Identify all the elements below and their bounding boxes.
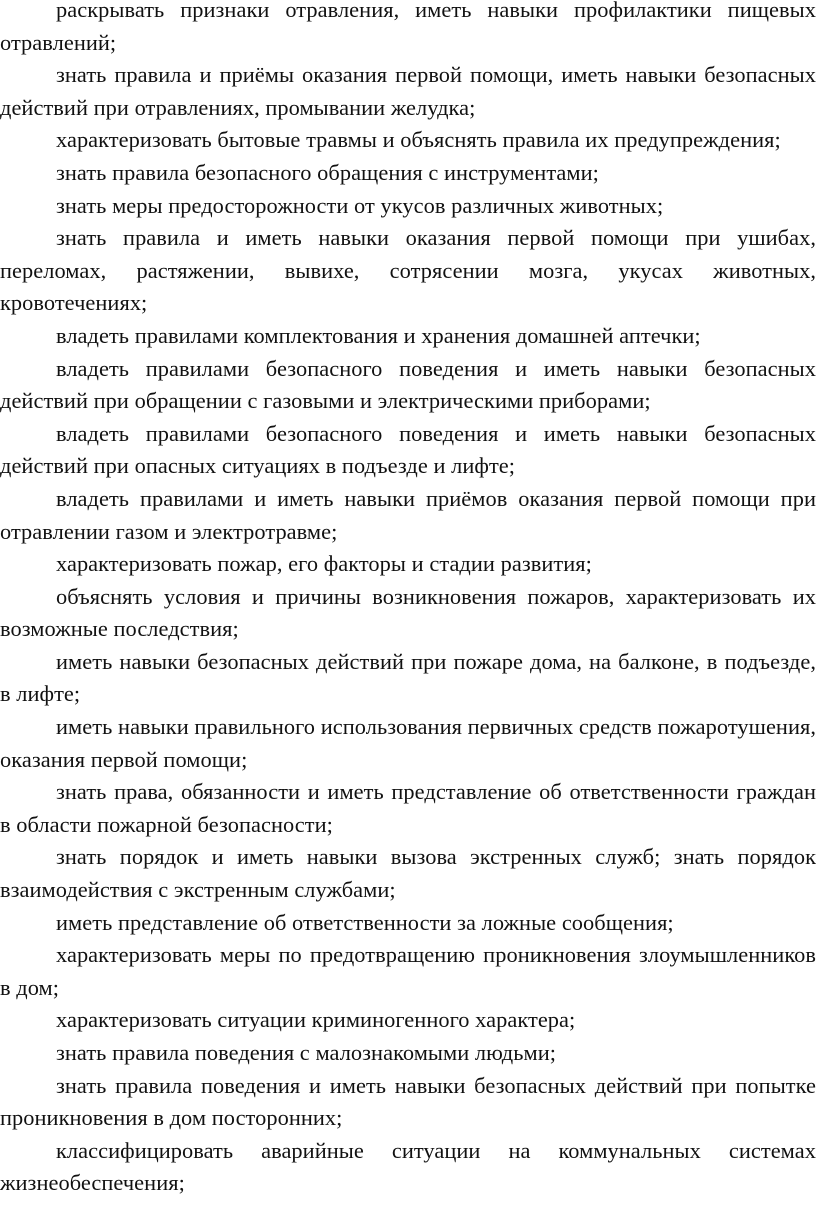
paragraph-poisoning-signs: раскрывать признаки отравления, иметь навыки профилактики пищевых отравлений; — [0, 0, 816, 55]
paragraph-utility-emergencies: классифицировать аварийные ситуации на коммунальных системах жизнеобеспечения; — [0, 1137, 816, 1196]
paragraph-household-injuries: характеризовать бытовые травмы и объяснять правила их предупреждения; — [56, 127, 781, 153]
paragraph-false-reports: иметь представление об ответственности за ложные сообщения; — [56, 909, 674, 935]
paragraph-intrusion-actions: знать правила поведения и иметь навыки безопасных действий при попытке проникновения в дом посторонних; — [0, 1072, 816, 1131]
paragraph-fire-extinguishing: иметь навыки правильного использования первичных средств пожаротушения, оказания первой помощи; — [0, 714, 816, 772]
paragraph-intruder-prevention: характеризовать меры по предотвращению проникновения злоумышленников в дом; — [0, 942, 816, 1000]
paragraph-fire-responsibility: знать права, обязанности и иметь представление об ответственности граждан в области пожарной безопасности; — [0, 779, 816, 837]
paragraph-fire-actions: иметь навыки безопасных действий при пожаре дома, на балконе, в подъезде, в лифте; — [0, 648, 816, 707]
paragraph-criminogenic-situations: характеризовать ситуации криминогенного характера; — [56, 1007, 576, 1033]
paragraph-gas-electrotrauma: владеть правилами и иметь навыки приёмов оказания первой помощи при отравлении газом и электротравме; — [0, 485, 816, 544]
paragraph-entrance-elevator: владеть правилами безопасного поведения и иметь навыки безопасных действий при опасных ситуациях в подъезде и лифте; — [0, 420, 816, 479]
paragraph-tools-safety: знать правила безопасного обращения с инструментами; — [56, 159, 599, 185]
paragraph-first-aid-injuries: знать правила и иметь навыки оказания первой помощи при ушибах, переломах, растяжении, вывихе, сотрясении мозга, укусах животных, кровотечениях; — [0, 225, 816, 316]
paragraph-strangers-behavior: знать правила поведения с малознакомыми людьми; — [56, 1040, 556, 1065]
paragraph-fire-stages: характеризовать пожар, его факторы и стадии развития; — [56, 551, 592, 577]
paragraph-fire-causes: объяснять условия и причины возникновения пожаров, характеризовать их возможные последствия; — [0, 583, 816, 642]
paragraph-first-aid-poisoning: знать правила и приёмы оказания первой помощи, иметь навыки безопасных действий при отравлениях, промывании желудка; — [0, 62, 816, 120]
paragraph-animal-bites: знать меры предосторожности от укусов различных животных; — [56, 192, 664, 218]
paragraph-home-first-aid-kit: владеть правилами комплектования и хранения домашней аптечки; — [56, 322, 701, 348]
paragraph-emergency-services: знать порядок и иметь навыки вызова экстренных служб; знать порядок взаимодействия с экстренным службами; — [0, 844, 816, 903]
paragraph-gas-electric-appliances: владеть правилами безопасного поведения и иметь навыки безопасных действий при обращении с газовыми и электрическими приборами; — [0, 355, 816, 414]
